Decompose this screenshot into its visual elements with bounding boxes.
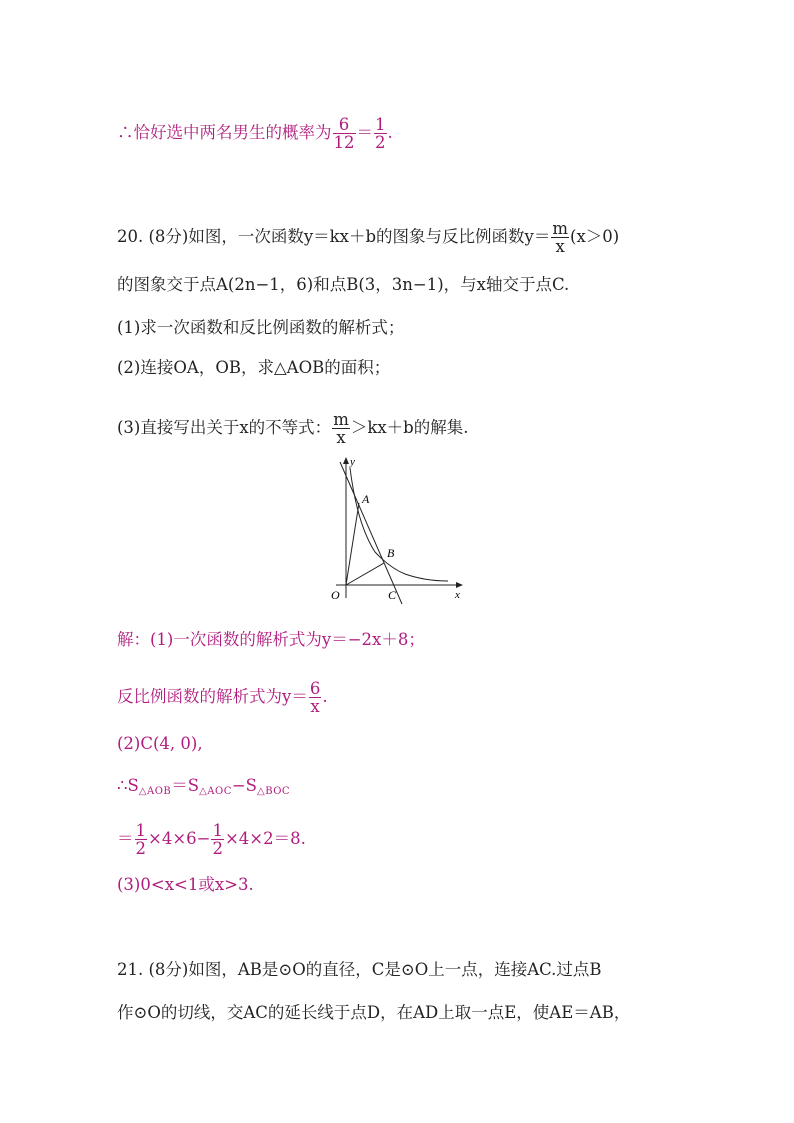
origin-label: O [331,588,340,602]
q20-part2: (2)连接OA，OB，求△AOB的面积； [117,358,391,377]
q20-part1: (1)求一次函数和反比例函数的解析式； [117,318,405,337]
fraction-m-x-2: $\frac{m}{x}$ [333,410,349,447]
segment-oa [346,503,359,585]
solution-area-calc: ＝ $\frac{1}{2}$ ×4×6− $\frac{1}{2}$ ×4×2＝8. [117,821,306,858]
solution-inverse-function: 反比例函数的解析式为y＝ $\frac{6}{x}$ . [117,679,328,716]
x-axis-label: x [455,589,460,601]
fraction-half-1: $\frac{1}{2}$ [135,821,146,858]
segment-ob [346,563,384,585]
function-graph-figure [328,452,468,607]
fraction-6-x: $\frac{6}{x}$ [309,679,321,716]
prev-answer-line: ∴恰好选中两名男生的概率为 $\frac{6}{12}$ ＝ $\frac{1}{2}$ . [117,115,393,152]
q21-line1: 21. (8分)如图，AB是⊙O的直径，C是⊙O上一点，连接AC.过点B [117,960,602,979]
prev-answer-prefix: ∴恰好选中两名男生的概率为 [117,123,332,142]
fraction-1-2: $\frac{1}{2}$ [375,115,386,152]
hyperbola-curve [350,468,448,581]
point-a-label: A [362,492,370,506]
solution-part2: (2)C(4, 0), [117,734,203,753]
y-axis-label: y [350,456,355,468]
fraction-6-12: $\frac{6}{12}$ [333,115,355,152]
q21-line2: 作⊙O的切线，交AC的延长线于点D，在AD上取一点E，使AE＝AB， [117,1003,631,1022]
solution-part3: (3)0<x<1或x>3. [117,875,254,894]
q20-part3: (3)直接写出关于x的不等式： $\frac{m}{x}$ ＞kx＋b的解集. [117,410,469,447]
fraction-half-2: $\frac{1}{2}$ [212,821,223,858]
q20-line2: 的图象交于点A(2n−1，6)和点B(3，3n−1)，与x轴交于点C. [117,275,570,294]
fraction-m-x: $\frac{m}{x}$ [552,219,569,256]
solution-part1: 解：(1)一次函数的解析式为y＝−2x＋8； [117,630,425,649]
solution-area-formula: $\therefore S_{\triangle AOB}=S_{\triangle AOC}-S_{\triangle BOC}$ [117,776,291,797]
point-b-label: B [387,546,395,560]
point-c-label: C [388,588,397,602]
q20-line1: 20. (8分)如图，一次函数y＝kx＋b的图象与反比例函数y＝ $\frac{m}{x}$ (x＞0) [117,219,620,256]
